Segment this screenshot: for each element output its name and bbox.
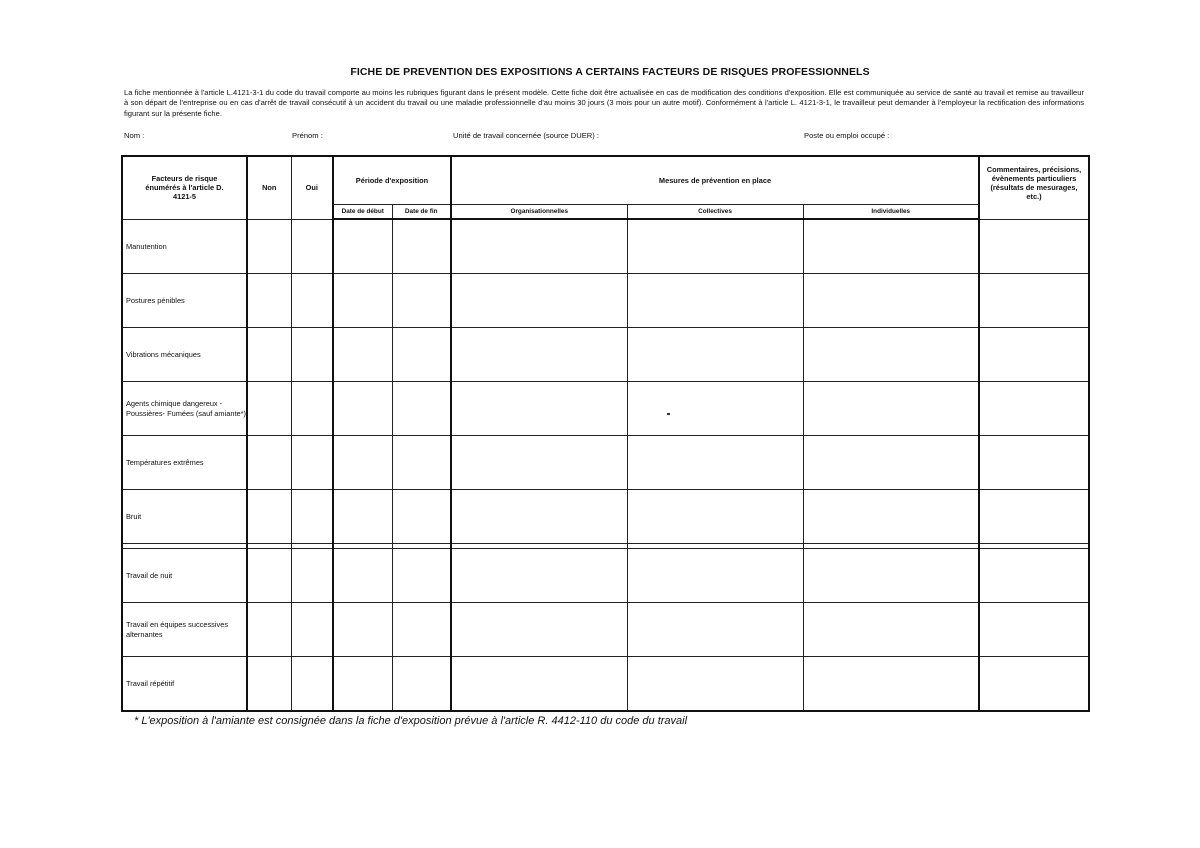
collectives-cell[interactable] (627, 549, 803, 603)
date-debut-cell[interactable] (333, 436, 392, 490)
organisationnelles-cell[interactable] (451, 490, 627, 544)
row-label: Températures extrêmes (122, 436, 247, 490)
date-debut-cell[interactable] (333, 490, 392, 544)
row-label: Manutention (122, 219, 247, 274)
table-row (122, 274, 1089, 328)
table-row (122, 219, 1089, 274)
table-row (122, 657, 1089, 712)
exposure-table (121, 155, 1090, 712)
oui-cell[interactable] (291, 382, 333, 436)
table-row (122, 603, 1089, 657)
oui-cell[interactable] (291, 328, 333, 382)
form-title: FICHE DE PREVENTION DES EXPOSITIONS A CERTAINS FACTEURS DE RISQUES PROFESSIONNELS (350, 66, 870, 78)
commentaires-cell[interactable] (979, 219, 1089, 274)
date-fin-cell[interactable] (392, 436, 451, 490)
individuelles-cell[interactable] (803, 328, 979, 382)
organisationnelles-cell[interactable] (451, 382, 627, 436)
collectives-cell[interactable] (627, 657, 803, 712)
oui-cell[interactable] (291, 549, 333, 603)
organisationnelles-cell[interactable] (451, 328, 627, 382)
header-organisationnelles: Organisationnelles (451, 205, 627, 220)
commentaires-cell[interactable] (979, 603, 1089, 657)
commentaires-cell[interactable] (979, 490, 1089, 544)
individuelles-cell[interactable] (803, 219, 979, 274)
header-oui: Oui (291, 156, 333, 219)
non-cell[interactable] (247, 549, 291, 603)
organisationnelles-cell[interactable] (451, 549, 627, 603)
scan-speck (667, 413, 670, 415)
date-fin-cell[interactable] (392, 490, 451, 544)
commentaires-cell[interactable] (979, 549, 1089, 603)
non-cell[interactable] (247, 603, 291, 657)
date-debut-cell[interactable] (333, 549, 392, 603)
organisationnelles-cell[interactable] (451, 219, 627, 274)
row-label: Travail répétitif (122, 657, 247, 712)
header-collectives: Collectives (627, 205, 803, 220)
nom-field: Nom : (124, 131, 145, 140)
date-debut-cell[interactable] (333, 657, 392, 712)
oui-cell[interactable] (291, 436, 333, 490)
non-cell[interactable] (247, 436, 291, 490)
commentaires-cell[interactable] (979, 436, 1089, 490)
header-date-debut: Date de début (333, 205, 392, 220)
row-label: Vibrations mécaniques (122, 328, 247, 382)
date-fin-cell[interactable] (392, 657, 451, 712)
poste-field: Poste ou emploi occupé : (804, 131, 890, 140)
header-periode: Période d'exposition (333, 156, 451, 205)
row-label: Bruit (122, 490, 247, 544)
row-label: Postures pénibles (122, 274, 247, 328)
non-cell[interactable] (247, 490, 291, 544)
date-debut-cell[interactable] (333, 328, 392, 382)
non-cell[interactable] (247, 657, 291, 712)
non-cell[interactable] (247, 274, 291, 328)
commentaires-cell[interactable] (979, 382, 1089, 436)
row-label: Agents chimique dangereux - Poussières- Fumées (sauf amiante*) (122, 382, 247, 436)
date-fin-cell[interactable] (392, 328, 451, 382)
header-non: Non (247, 156, 291, 219)
date-debut-cell[interactable] (333, 603, 392, 657)
row-label: Travail de nuit (122, 549, 247, 603)
footnote: * L'exposition à l'amiante est consignée dans la fiche d'exposition prévue à l'article R. 4412-110 du code du travail (134, 715, 688, 727)
table-row (122, 328, 1089, 382)
row-label: Travail en équipes successives alternantes (122, 603, 247, 657)
header-mesures: Mesures de prévention en place (451, 156, 979, 205)
organisationnelles-cell[interactable] (451, 657, 627, 712)
collectives-cell[interactable] (627, 274, 803, 328)
header-commentaires: Commentaires, précisions, évènements particuliers (résultats de mesurages, etc.) (979, 156, 1089, 219)
date-fin-cell[interactable] (392, 603, 451, 657)
organisationnelles-cell[interactable] (451, 274, 627, 328)
oui-cell[interactable] (291, 274, 333, 328)
date-fin-cell[interactable] (392, 274, 451, 328)
date-debut-cell[interactable] (333, 382, 392, 436)
commentaires-cell[interactable] (979, 328, 1089, 382)
table-row (122, 490, 1089, 544)
non-cell[interactable] (247, 382, 291, 436)
table-row (122, 549, 1089, 603)
organisationnelles-cell[interactable] (451, 436, 627, 490)
table-row (122, 436, 1089, 490)
date-fin-cell[interactable] (392, 219, 451, 274)
date-debut-cell[interactable] (333, 219, 392, 274)
oui-cell[interactable] (291, 603, 333, 657)
date-fin-cell[interactable] (392, 549, 451, 603)
collectives-cell[interactable] (627, 219, 803, 274)
collectives-cell[interactable] (627, 603, 803, 657)
table-row (122, 382, 1089, 436)
header-individuelles: Individuelles (803, 205, 979, 220)
organisationnelles-cell[interactable] (451, 603, 627, 657)
collectives-cell[interactable] (627, 490, 803, 544)
date-fin-cell[interactable] (392, 382, 451, 436)
oui-cell[interactable] (291, 657, 333, 712)
individuelles-cell[interactable] (803, 603, 979, 657)
individuelles-cell[interactable] (803, 436, 979, 490)
non-cell[interactable] (247, 219, 291, 274)
intro-paragraph: La fiche mentionnée à l'article L.4121-3-1 du code du travail comporte au moins les rubriques figurant dans le présent modèle. Cette fiche doit être actualisée en cas de modification des conditions d'exposition. Elle est communiquée au service de santé au travail et remise au travailleur à son départ de l'entreprise ou en cas d'arrêt de travail consécutif à un accident du travail ou une maladie professionnelle d'au moins 30 jours (3 mois pour un autre motif). Conformément à l'article L. 4121-3-1, le travailleur peut demander à l'employeur la rectification des informations figurant sur la présente fiche. (124, 88, 1084, 118)
individuelles-cell[interactable] (803, 549, 979, 603)
commentaires-cell[interactable] (979, 657, 1089, 712)
oui-cell[interactable] (291, 490, 333, 544)
non-cell[interactable] (247, 328, 291, 382)
header-facteurs: Facteurs de risque énumérés à l'article D. 4121-5 (122, 156, 247, 219)
individuelles-cell[interactable] (803, 657, 979, 712)
date-debut-cell[interactable] (333, 274, 392, 328)
individuelles-cell[interactable] (803, 274, 979, 328)
prenom-field: Prénom : (292, 131, 323, 140)
collectives-cell[interactable] (627, 436, 803, 490)
unite-field: Unité de travail concernée (source DUER) : (453, 131, 600, 140)
individuelles-cell[interactable] (803, 382, 979, 436)
collectives-cell[interactable] (627, 328, 803, 382)
oui-cell[interactable] (291, 219, 333, 274)
header-date-fin: Date de fin (392, 205, 451, 220)
collectives-cell[interactable] (627, 382, 803, 436)
individuelles-cell[interactable] (803, 490, 979, 544)
commentaires-cell[interactable] (979, 274, 1089, 328)
